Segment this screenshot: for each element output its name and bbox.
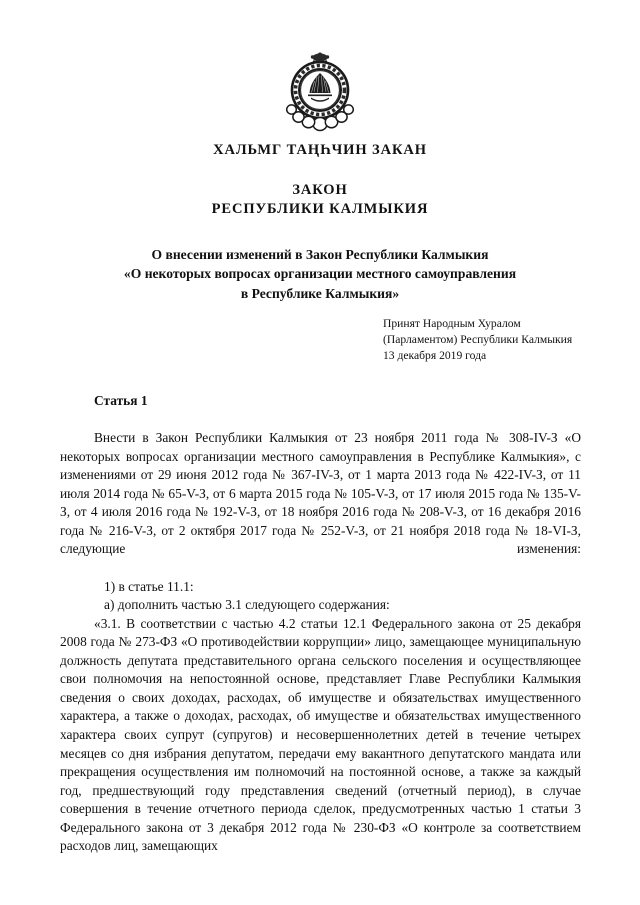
body-paragraph-intro: Внести в Закон Республики Калмыкия от 23 ноября 2011 года № 308-IV-З «О некоторых вопросах организации местного самоуправления в Республике Калмыкия», с изменениями от 29 июня 2012 года № 367-IV-З, от 1 марта 2013 года № 422-IV-З, от 11 июля 2014 года № 65-V-З, от 6 марта 2015 года № 105-V-З, от 17 июля 2015 года № 135-V-З, от 4 июля 2016 года № 192-V-З, от 18 ноября 2016 года № 208-V-З, от 16 декабря 2016 года № 216-V-З, от 2 октября 2017 года № 252-V-З, от 21 ноября 2018 года № 18-VI-З, следующие изменения: <box>60 430 581 557</box>
emblem-container <box>0 52 640 134</box>
document-body <box>60 393 581 856</box>
body-paragraph-quote: «3.1. В соответствии с частью 4.2 статьи 12.1 Федерального закона от 25 декабря 2008 года № 273-ФЗ «О противодействии коррупции» лицо, замещающее муниципальную должность депутата представительного органа сельского поселения и осуществляющее свои полномочия на непостоянной основе, представляет Главе Республики Калмыкия сведения о своих доходах, расходах, об имуществе и обязательствах имущественного характера, а также о доходах, расходах, об имуществе и обязательствах имущественного характера своих супрут (супругов) и несовершеннолетних детей в течение четырех месяцев со дня избрания депутатом, передачи ему вакантного депутатского мандата или прекращения осуществления им полномочий на постоянной основе, а также за каждый год, предшествующий году представления сведений (отчетный период), в случае совершения в течение отчетного периода сделок, предусмотренных частью 1 статьи 3 Федерального закона от 3 декабря 2012 года № 230-ФЗ «О контроле за соответствием расходов лиц, замещающих <box>60 615 581 854</box>
document-headings <box>0 143 640 304</box>
article-heading: Статья 1 <box>94 393 148 408</box>
adoption-line-2: (Парламентом) Республики Калмыкия <box>383 332 573 346</box>
adoption-note <box>383 316 613 364</box>
law-title-line-1: ЗАКОН <box>292 181 348 198</box>
law-title-block <box>0 181 640 220</box>
body-item-1a: а) дополнить частью 3.1 следующего содержания: <box>104 597 390 613</box>
law-subject-block <box>0 245 640 304</box>
law-title-line-2: РЕСПУБЛИКИ КАЛМЫКИЯ <box>211 201 429 218</box>
adoption-date: 13 декабря 2019 года <box>383 348 487 362</box>
law-subject-line-2: «О некоторых вопросах организации местного самоуправления <box>123 266 517 282</box>
coat-of-arms-of-kalmykia-icon <box>283 52 357 134</box>
kalmyk-title: ХАЛЬМГ ТАҢҺЧИН ЗАКАН <box>213 142 427 158</box>
adoption-line-1: Принят Народным Хуралом <box>383 317 521 330</box>
body-item-1: 1) в статье 11.1: <box>104 578 194 594</box>
law-subject-line-3: в Республике Калмыкия» <box>240 285 400 301</box>
law-subject-line-1: О внесении изменений в Закон Республики Калмыкия <box>151 246 489 262</box>
